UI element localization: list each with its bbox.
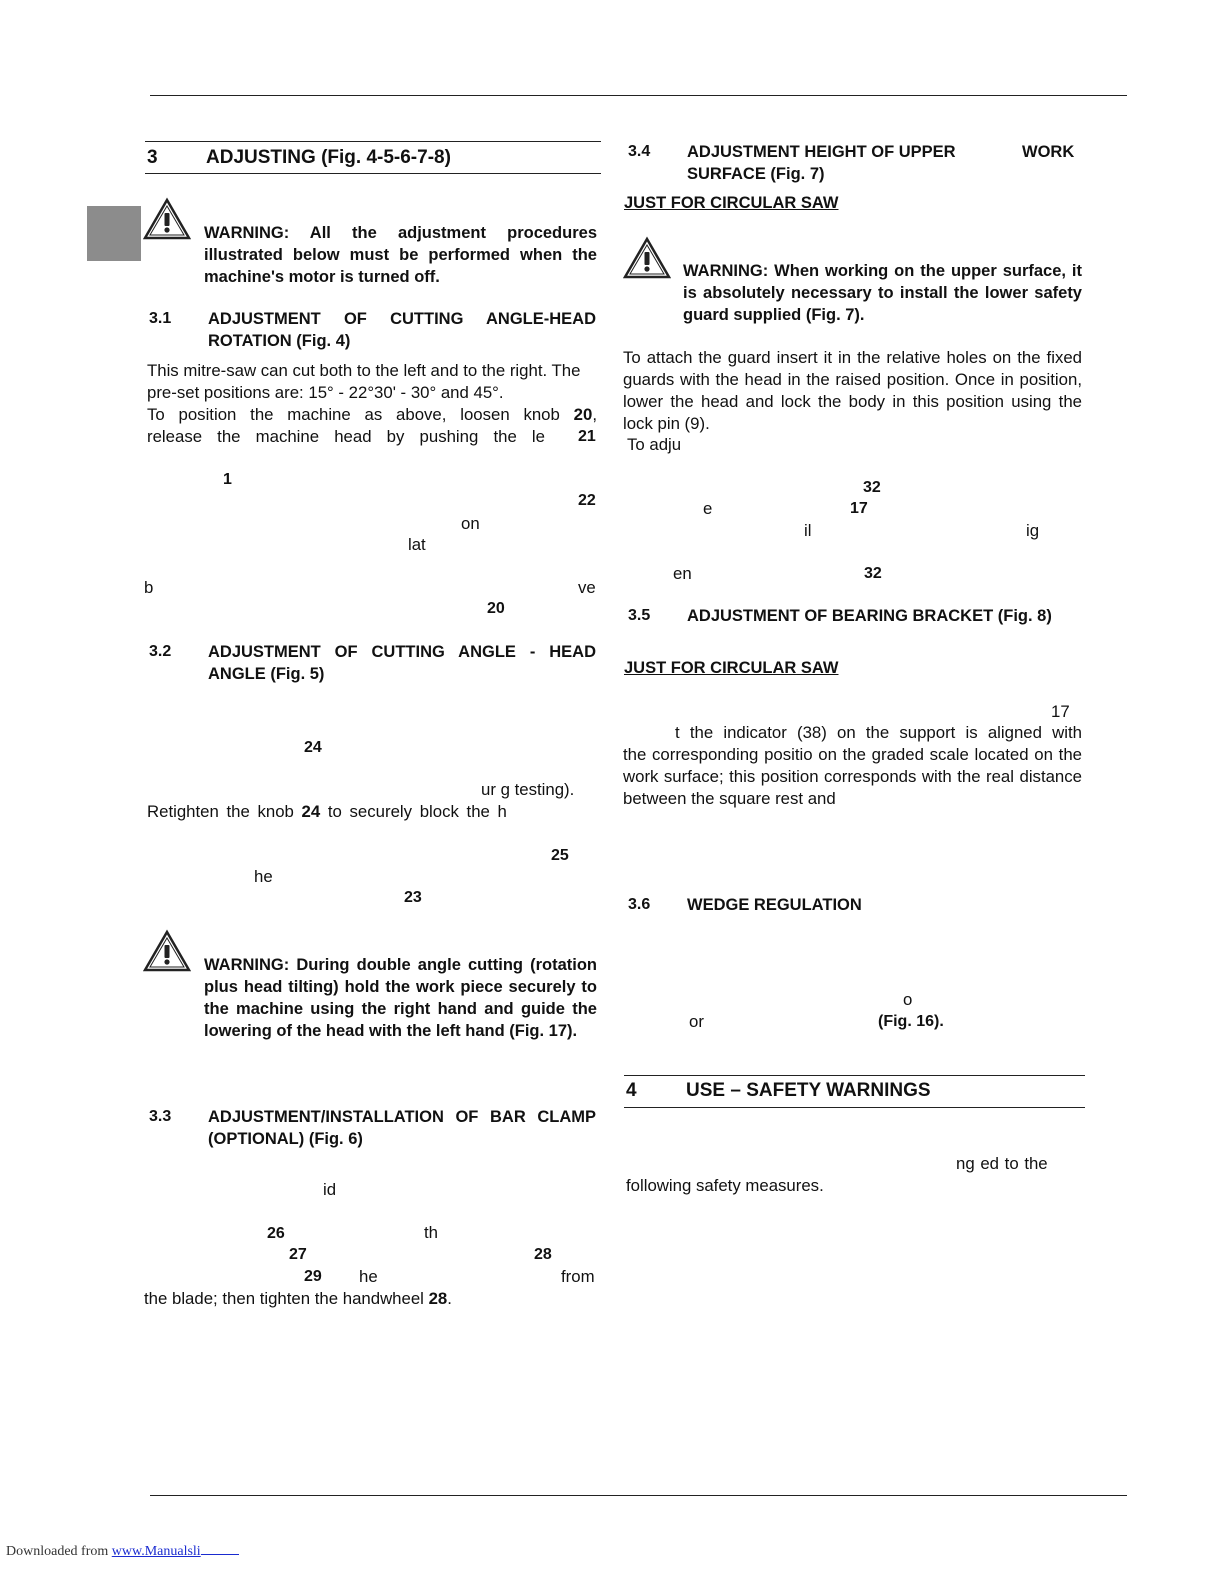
s36-frag-o: o: [903, 990, 913, 1009]
section3-rule-top: [145, 141, 601, 142]
s33-frag-th: th: [424, 1223, 438, 1242]
s32-frag-he: he: [254, 867, 273, 886]
s34-to-adju: To adju: [627, 435, 682, 454]
warning2-text: [204, 954, 597, 1042]
s31-para1: This mitre-saw can cut both to the left and to the right. The pre-set positions are: 15° - 22°30' - 30° and 45°.: [147, 361, 581, 402]
s33-frag-he: he: [359, 1267, 378, 1286]
s34-frag-e: e: [703, 499, 713, 518]
s31-line3-text: To position the machine as above, loosen knob: [147, 405, 574, 424]
s32-retighten-c: to securely block the h: [320, 802, 507, 821]
s33-number: 3.3: [149, 1108, 172, 1125]
s33-frag-from: from: [561, 1267, 595, 1286]
s32-retighten: [147, 801, 597, 823]
s36-title: WEDGE REGULATION: [687, 896, 862, 914]
s31-line3-comma: ,: [592, 405, 597, 424]
s33-last-text: the blade; then tighten the handwheel: [144, 1289, 429, 1308]
s35-line1: t the indicator (38) on the support is aligned with: [675, 723, 1082, 742]
s33-frag-id: id: [323, 1180, 337, 1199]
s34-warning-body: : When working on the upper surface, it is absolutely necessary to install the lower safety guard supplied (Fig. 7).: [683, 262, 1082, 324]
s34-para: To attach the guard insert it in the relative holes on the fixed guards with the head in the raised position. Once in position, lower the head and lock the body in this position using the lock pin (9).: [623, 348, 1082, 433]
section4-title: USE – SAFETY WARNINGS: [686, 1080, 931, 1101]
side-tab: [87, 206, 141, 261]
s33-last-line: [144, 1288, 452, 1310]
s34-title-line1: ADJUSTMENT HEIGHT OF UPPER: [687, 143, 956, 161]
s34-title-line1b: WORK: [1022, 143, 1075, 161]
section4-rule-top: [624, 1075, 1085, 1076]
warning1-text: [204, 222, 597, 288]
s35-para: the corresponding positio on the graded scale located on the work surface; this position corresponds with the real distance between the square rest and: [623, 745, 1082, 808]
s31-knob-ref: 20: [573, 405, 593, 424]
s34-frag-ig: ig: [1026, 521, 1040, 540]
s34-just-for-circular-saw: JUST FOR CIRCULAR SAW: [624, 194, 839, 212]
s35-frag-17: 17: [1051, 702, 1070, 721]
section4-frag-line1: ng ed to the: [956, 1154, 1048, 1173]
footer-rule: [150, 1495, 1127, 1496]
s33-ref-26: 26: [267, 1225, 285, 1242]
s32-retighten-a: Retighten the knob: [147, 802, 302, 821]
footer-link-tail: [201, 1542, 239, 1555]
s32-title: ADJUSTMENT OF CUTTING ANGLE - HEAD ANGLE (Fig. 5): [208, 643, 596, 683]
s34-ref-17: 17: [850, 500, 868, 517]
s31-line3: [147, 404, 597, 426]
header-rule: [150, 95, 1127, 96]
s31-ref-21: 21: [578, 428, 596, 445]
warning-triangle-icon: [623, 236, 671, 280]
section3-title: ADJUSTING (Fig. 4-5-6-7-8): [206, 147, 451, 168]
s33-ref-28: 28: [534, 1246, 552, 1263]
s31-line4: release the machine head by pushing the le: [147, 427, 545, 446]
s32-ref-24: 24: [304, 739, 322, 756]
s33-ref-27: 27: [289, 1246, 307, 1263]
section3-number: 3: [147, 147, 158, 168]
s31-title: ADJUSTMENT OF CUTTING ANGLE-HEAD ROTATION (Fig. 4): [208, 310, 596, 350]
s34-warning-label: WARNING: [683, 262, 763, 280]
footer-link[interactable]: www.Manualsli: [111, 1544, 201, 1559]
warning2-label: WARNING: [204, 956, 284, 974]
s31-ref-20: 20: [487, 600, 505, 617]
s32-number: 3.2: [149, 643, 172, 660]
s31-number: 3.1: [149, 310, 172, 327]
warning1-label: WARNING: [204, 224, 284, 242]
s34-title-line2: SURFACE (Fig. 7): [687, 165, 825, 183]
s34-number: 3.4: [628, 143, 651, 160]
s33-last-ref: 28: [428, 1289, 448, 1308]
s35-number: 3.5: [628, 607, 651, 624]
s31-frag-b: b: [144, 578, 154, 597]
s32-ref-25: 25: [551, 847, 569, 864]
warning1-body: : All the adjustment procedures illustrated below must be performed when the machine's motor is turned off.: [204, 224, 597, 286]
s33-ref-29: 29: [304, 1268, 322, 1285]
s36-number: 3.6: [628, 896, 651, 913]
s31-ref-22: 22: [578, 492, 596, 509]
s36-fig16: (Fig. 16).: [878, 1013, 944, 1030]
s31-frag-on: on: [461, 514, 480, 533]
warning-triangle-icon: [143, 197, 191, 241]
s34-frag-en: en: [673, 564, 692, 583]
s31-ref-1: 1: [223, 471, 232, 488]
warning2-body: : During double angle cutting (rotation plus head tilting) hold the work piece securely to the machine using the right hand and guide the lowering of the head with the left hand (Fig. 17).: [204, 956, 597, 1040]
warning-triangle-icon: [143, 929, 191, 973]
footer-prefix: Downloaded from: [6, 1544, 112, 1559]
s34-ref-32a: 32: [863, 479, 881, 496]
s31-frag-ve: ve: [578, 578, 596, 597]
s33-title: ADJUSTMENT/INSTALLATION OF BAR CLAMP (OPTIONAL) (Fig. 6): [208, 1108, 596, 1148]
section3-rule-bottom: [145, 173, 601, 174]
section4-rule-bottom: [624, 1107, 1085, 1108]
s31-frag-lat: lat: [408, 535, 426, 554]
section4-number: 4: [626, 1080, 637, 1101]
s34-ref-32b: 32: [864, 565, 882, 582]
s33-last-dot: .: [447, 1289, 452, 1308]
s34-frag-il: il: [804, 521, 812, 540]
s36-frag-or: or: [689, 1012, 704, 1031]
s32-ref-23: 23: [404, 889, 422, 906]
s32-frag-testing: ur g testing).: [481, 780, 575, 799]
s35-just-for-circular-saw: JUST FOR CIRCULAR SAW: [624, 659, 839, 677]
footer-download-note: [6, 1542, 239, 1560]
section4-line2: following safety measures.: [626, 1176, 824, 1195]
s34-warning-text: [683, 260, 1082, 326]
s32-retighten-ref: 24: [301, 802, 321, 821]
s35-title: ADJUSTMENT OF BEARING BRACKET (Fig. 8): [687, 607, 1052, 625]
